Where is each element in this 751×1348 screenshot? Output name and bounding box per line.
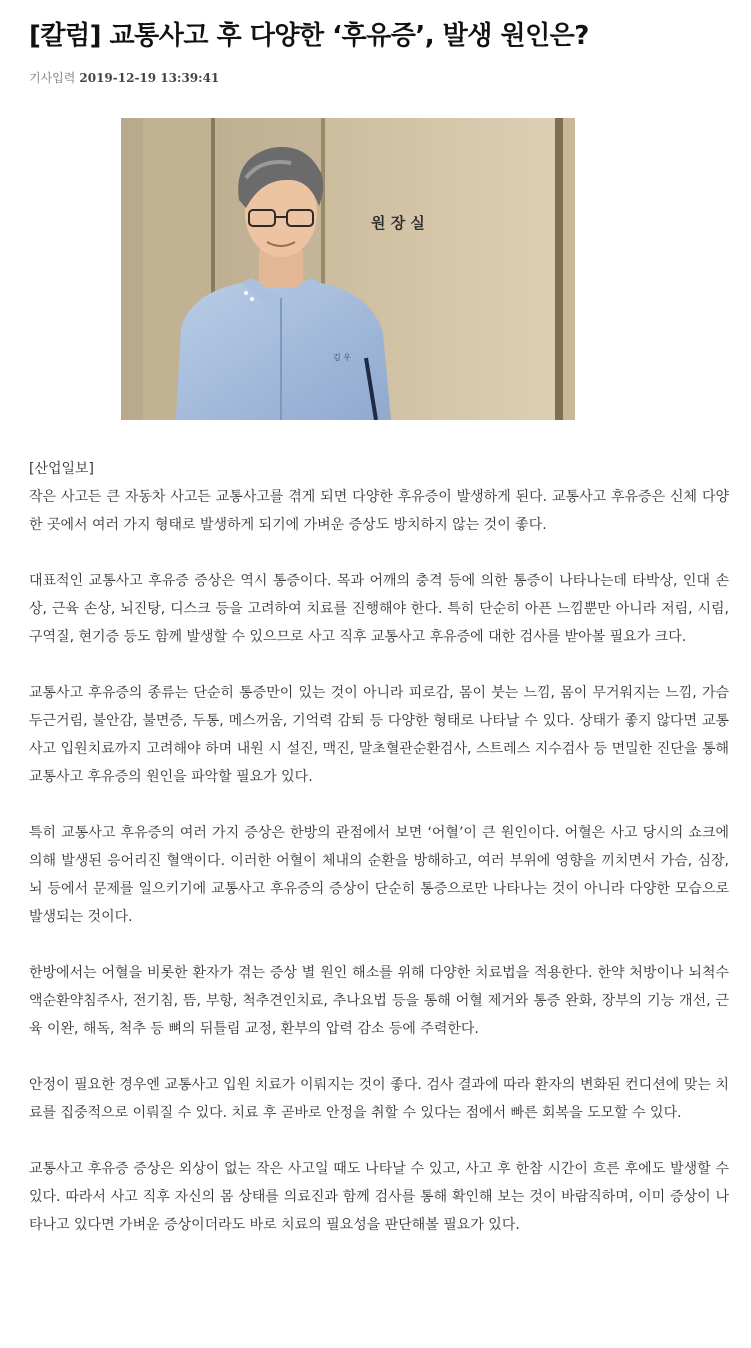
article-paragraph: 한방에서는 어혈을 비롯한 환자가 겪는 증상 별 원인 해소를 위해 다양한 치료법을 적용한다. 한약 처방이나 뇌척수액순환약침주사, 전기침, 뜸, 부항, 척추견인치료, 추나요법 등을 통해 어혈 제거와 통증 완화, 장부의 기능 개선, 근육 이완, 해독, 척추 등 뼈의 뒤틀림 교정, 환부의 압력 감소 등에 주력한다. <box>29 965 729 1037</box>
article-paragraph: 안정이 필요한 경우엔 교통사고 입원 치료가 이뤄지는 것이 좋다. 검사 결과에 따라 환자의 변화된 컨디션에 맞는 치료를 집중적으로 이뤄질 수 있다. 치료 후 곧바로 안정을 취할 수 있다는 점에서 빠른 회복을 도모할 수 있다. <box>29 1077 729 1121</box>
article-meta <box>29 70 729 86</box>
article-header <box>29 0 729 86</box>
date-label: 기사입력 <box>29 71 76 85</box>
article-paragraph: 교통사고 후유증 증상은 외상이 없는 작은 사고일 때도 나타날 수 있고, 사고 후 한참 시간이 흐른 후에도 발생할 수 있다. 따라서 사고 직후 자신의 몸 상태를 의료진과 함께 검사를 통해 확인해 보는 것이 바람직하며, 이미 증상이 나타나고 있다면 가벼운 증상이더라도 바로 치료의 필요성을 판단해볼 필요가 있다. <box>29 1161 729 1233</box>
page-title: [칼럼] 교통사고 후 다양한 ‘후유증’, 발생 원인은? <box>29 21 589 51</box>
article-paragraph: 대표적인 교통사고 후유증 증상은 역시 통증이다. 목과 어깨의 충격 등에 의한 통증이 나타나는데 타박상, 인대 손상, 근육 손상, 뇌진탕, 디스크 등을 고려하여 치료를 진행해야 한다. 특히 단순히 아픈 느낌뿐만 아니라 저림, 시림, 구역질, 현기증 등도 함께 발생할 수 있으므로 사고 직후 교통사고 후유증에 대한 검사를 받아볼 필요가 크다. <box>29 573 729 645</box>
article-body <box>29 455 729 1267</box>
article-paragraph: 작은 사고든 큰 자동차 사고든 교통사고를 겪게 되면 다양한 후유증이 발생하게 된다. 교통사고 후유증은 신체 다양한 곳에서 여러 가지 형태로 발생하게 되기에 가벼운 증상도 방치하지 않는 것이 좋다. <box>29 489 729 533</box>
article-source: [산업일보] <box>29 461 95 477</box>
article-paragraph: 교통사고 후유증의 종류는 단순히 통증만이 있는 것이 아니라 피로감, 몸이 붓는 느낌, 몸이 무거워지는 느낌, 가슴 두근거림, 불안감, 불면증, 두통, 메스꺼움, 기억력 감퇴 등 다양한 형태로 나타날 수 있다. 상태가 좋지 않다면 교통사고 입원치료까지 고려해야 하며 내원 시 설진, 맥진, 말초혈관순환검사, 스트레스 지수검사 등 면밀한 진단을 통해 교통사고 후유증의 원인을 파악할 필요가 있다. <box>29 685 729 785</box>
name-tag: 김 우 <box>333 353 351 362</box>
article-paragraph: 특히 교통사고 후유증의 여러 가지 증상은 한방의 관점에서 보면 ‘어혈’이 큰 원인이다. 어혈은 사고 당시의 쇼크에 의해 발생된 응어리진 혈액이다. 이러한 어혈이 체내의 순환을 방해하고, 여러 부위에 영향을 끼치면서 가슴, 심장, 뇌 등에서 문제를 일으키기에 교통사고 후유증의 증상이 단순히 통증으로만 나타나는 것이 아니라 다양한 모습으로 발생되는 것이다. <box>29 825 729 925</box>
publish-date: 2019-12-19 13:39:41 <box>79 71 220 85</box>
door-sign: 원 장 실 <box>371 214 425 232</box>
article-photo <box>121 118 575 420</box>
